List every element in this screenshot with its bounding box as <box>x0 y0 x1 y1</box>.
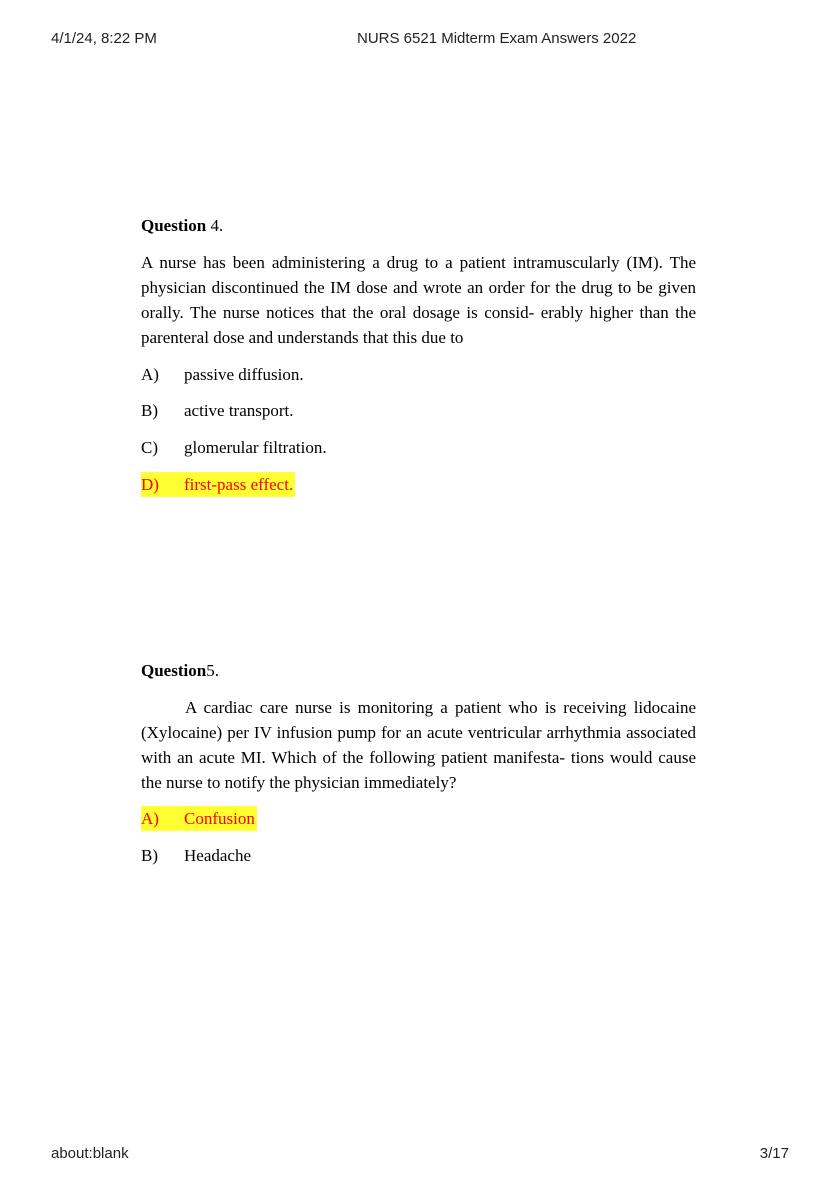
question-title <box>141 213 696 238</box>
option-text: glomerular filtration. <box>184 438 327 457</box>
answer-option-c <box>141 435 696 460</box>
option-letter: C) <box>141 438 158 457</box>
option-letter: B) <box>141 401 158 420</box>
option-text: first-pass effect. <box>184 475 294 494</box>
answer-option-b <box>141 398 696 423</box>
option-text: Confusion <box>184 809 255 828</box>
question-number: 4. <box>206 216 224 235</box>
question-stem: A cardiac care nurse is monitoring a patient who is receiving lidocaine (Xylocaine) per IV infusion pump for an acute ventricular arrhythmia associated with an acute MI. Which of the following patient manifesta- tions would cause the nurse to notify the physician immediately? <box>141 698 696 792</box>
question-title <box>141 658 696 683</box>
option-letter: D) <box>141 475 159 494</box>
question-label: Question <box>141 661 207 680</box>
option-letter: B) <box>141 846 158 865</box>
question-label: Question <box>141 216 207 235</box>
answer-option-d-correct <box>141 472 295 497</box>
answer-option-b <box>141 843 696 868</box>
answer-option-a-correct <box>141 806 257 831</box>
page-number: 3/17 <box>759 1145 789 1162</box>
page-url: about:blank <box>51 1145 129 1162</box>
question-number: 5. <box>206 661 219 680</box>
print-datetime: 4/1/24, 8:22 PM <box>51 30 157 47</box>
question-block-4 <box>141 213 696 497</box>
option-letter: A) <box>141 365 159 384</box>
option-text: active transport. <box>184 401 294 420</box>
document-title: NURS 6521 Midterm Exam Answers 2022 <box>357 30 637 47</box>
answer-option-a <box>141 362 696 387</box>
question-block-5 <box>141 658 696 868</box>
option-text: Headache <box>184 846 252 865</box>
option-letter: A) <box>141 809 159 828</box>
question-stem: A nurse has been administering a drug to a patient intramuscularly (IM). The physician discontinued the IM dose and wrote an order for the drug to be given orally. The nurse notices that the oral dosage is consid- erably higher than the parenteral dose and understands that this due to <box>141 253 696 347</box>
option-text: passive diffusion. <box>184 365 304 384</box>
